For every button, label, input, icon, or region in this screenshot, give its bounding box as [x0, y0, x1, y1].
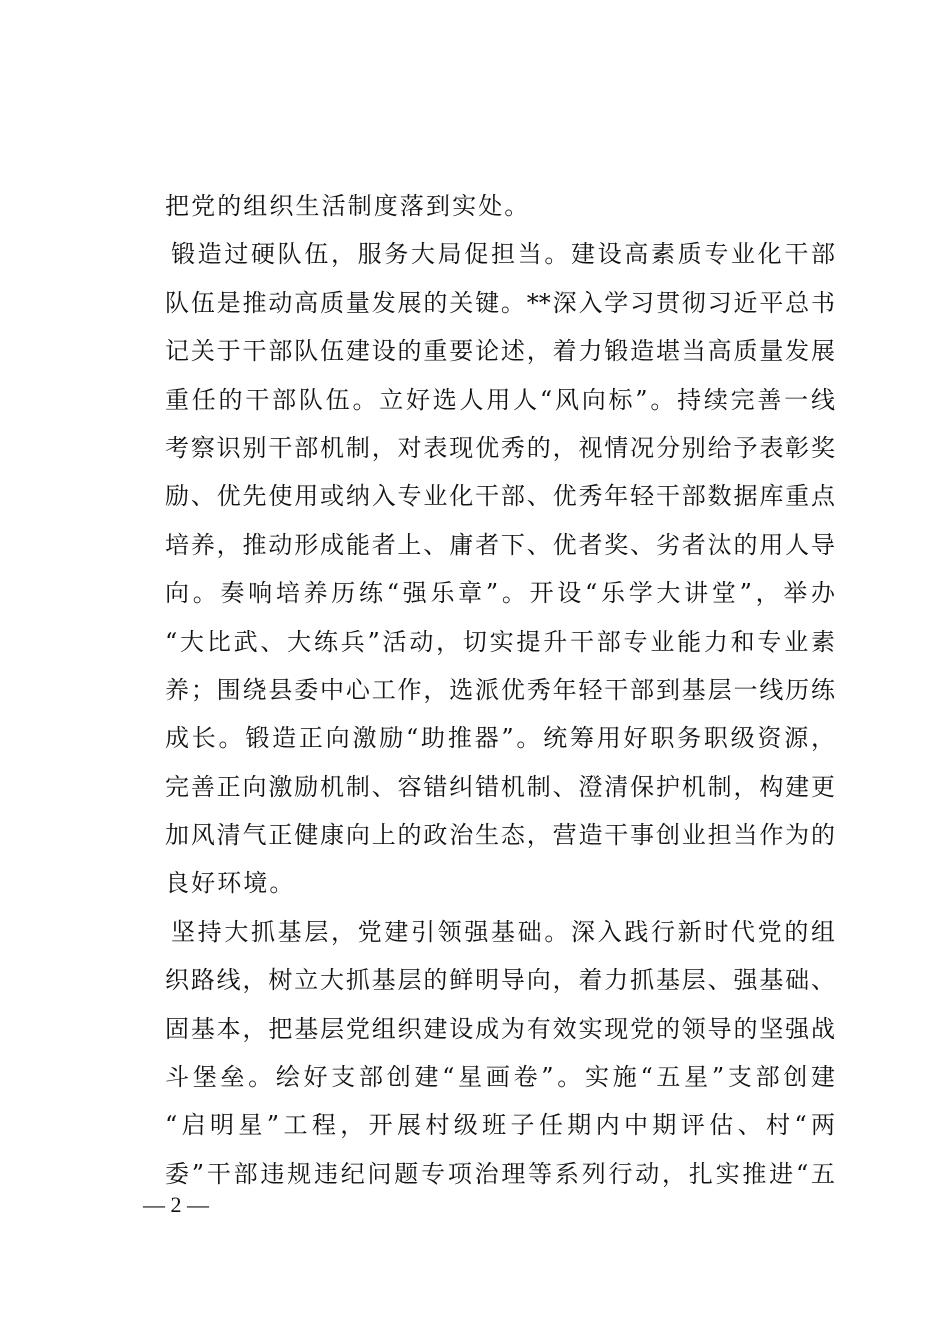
text-line: 考察识别干部机制，对表现优秀的，视情况分别给予表彰奖	[165, 433, 835, 462]
text-line: 记关于干部队伍建设的重要论述，着力锻造堪当高质量发展	[165, 337, 835, 366]
text-line: 委”干部违规违纪问题专项治理等系列行动，扎实推进“五	[165, 1159, 835, 1188]
text-line: 良好环境。	[165, 869, 296, 898]
text-line: 斗堡垒。绘好支部创建“星画卷”。实施“五星”支部创建	[165, 1063, 835, 1092]
text-line: 锻造过硬队伍，服务大局促担当。建设高素质专业化干部	[171, 240, 835, 269]
text-line: 向。奏响培养历练“强乐章”。开设“乐学大讲堂”，举办	[165, 579, 835, 608]
text-line: 队伍是推动高质量发展的关键。**深入学习贯彻习近平总书	[165, 288, 835, 317]
body-text	[165, 182, 835, 1198]
text-line: 织路线，树立大抓基层的鲜明导向，着力抓基层、强基础、	[165, 966, 835, 995]
text-line: 固基本，把基层党组织建设成为有效实现党的领导的坚强战	[165, 1014, 835, 1043]
text-line: 养；围绕县委中心工作，选派优秀年轻干部到基层一线历练	[165, 675, 835, 704]
text-line: 坚持大抓基层，党建引领强基础。深入践行新时代党的组	[171, 917, 835, 946]
text-line: 重任的干部队伍。立好选人用人“风向标”。持续完善一线	[165, 385, 835, 414]
text-line: 励、优先使用或纳入专业化干部、优秀年轻干部数据库重点	[165, 482, 835, 511]
text-line: 成长。锻造正向激励“助推器”。统筹用好职务职级资源，	[165, 724, 835, 753]
text-line: 加风清气正健康向上的政治生态，营造干事创业担当作为的	[165, 821, 835, 850]
text-line: 把党的组织生活制度落到实处。	[165, 192, 531, 220]
text-line: 培养，推动形成能者上、庸者下、优者奖、劣者汰的用人导	[165, 530, 835, 559]
text-line: “启明星”工程，开展村级班子任期内中期评估、村“两	[165, 1111, 835, 1140]
text-line: 完善正向激励机制、容错纠错机制、澄清保护机制，构建更	[165, 772, 835, 801]
page-number: — 2 —	[143, 1192, 209, 1217]
text-line: “大比武、大练兵”活动，切实提升干部专业能力和专业素	[165, 627, 835, 656]
